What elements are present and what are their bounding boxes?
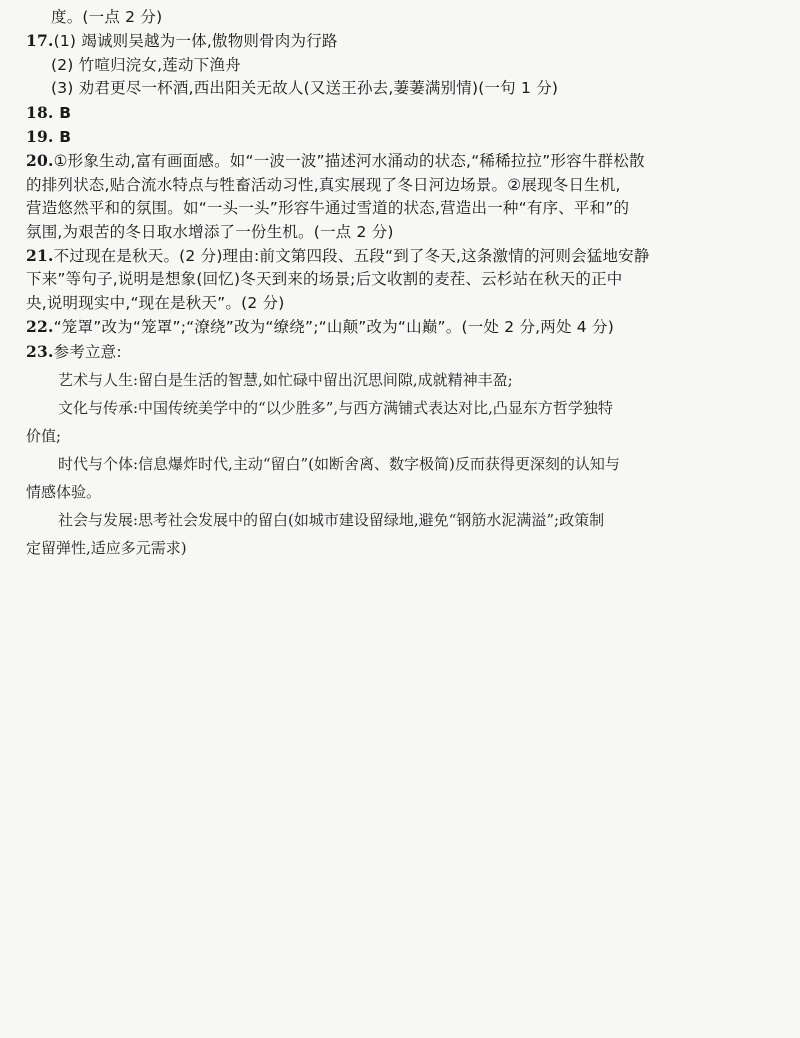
answer-20-line-2: 的排列状态,贴合流水特点与牲畜活动习性,真实展现了冬日河边场景。②展现冬日生机,	[26, 175, 621, 194]
answer-17-part-3: (3) 劝君更尽一杯酒,西出阳关无故人(又送王孙去,萋萋满别情)(一句 1 分)	[51, 79, 559, 98]
answer-20-line-1: 20.①形象生动,富有画面感。如“一波一波”描述河水涌动的状态,“稀稀拉拉”形容牛群松散	[26, 149, 770, 173]
question-number-18: 18.	[26, 102, 54, 122]
theme-era-line-2: 情感体验。	[26, 483, 102, 502]
answer-17-line-2	[26, 54, 770, 77]
question-number-17: 17.	[26, 31, 54, 51]
question-number-19: 19.	[26, 127, 54, 147]
answer-17-part-1: (1) 竭诚则吴越为一体,傲物则骨肉为行路	[53, 32, 338, 51]
answer-18-text: B	[59, 103, 72, 122]
question-number-23: 23.	[26, 341, 54, 361]
answer-19	[26, 125, 770, 149]
answer-20-line-3: 营造悠然平和的氛围。如“一头一头”形容牛通过雪道的状态,营造出一种“有序、平和”的	[26, 199, 630, 218]
answer-20-line-4: 氛围,为艰苦的冬日取水增添了一份生机。(一点 2 分)	[26, 222, 394, 241]
theme-era-line-1: 时代与个体:信息爆炸时代,主动“留白”(如断舍离、数字极简)反而获得更深刻的认知与	[58, 455, 620, 474]
answer-17-line-1	[26, 29, 770, 53]
theme-society-line-1: 社会与发展:思考社会发展中的留白(如城市建设留绿地,避免“钢筋水泥满溢”;政策制	[58, 511, 605, 530]
answer-23-heading: 23.参考立意:	[26, 340, 770, 364]
answer-21-line-3: 央,说明现实中,“现在是秋天”。(2 分)	[26, 293, 285, 312]
question-number-21: 21.	[26, 246, 54, 266]
answer-21-line-1: 21.不过现在是秋天。(2 分)理由:前文第四段、五段“到了冬天,这条激情的河则会猛地安静	[26, 244, 770, 268]
answer-21-line-2: 下来”等句子,说明是想象(回忆)冬天到来的场景;后文收割的麦茬、云杉站在秋天的正中	[26, 270, 623, 289]
question-number-20: 20.	[26, 151, 54, 171]
theme-society-line-2: 定留弹性,适应多元需求)	[26, 539, 187, 558]
theme-art-and-life: 艺术与人生:留白是生活的智慧,如忙碌中留出沉思间隙,成就精神丰盈;	[58, 371, 513, 390]
theme-culture-line-1: 文化与传承:中国传统美学中的“以少胜多”,与西方满铺式表达对比,凸显东方哲学独特	[58, 399, 613, 418]
answer-17-part-2: (2) 竹喧归浣女,莲动下渔舟	[51, 55, 241, 74]
answer-19-text: B	[59, 128, 72, 147]
theme-culture-line-2: 价值;	[26, 427, 62, 446]
answer-17-line-3	[26, 77, 770, 100]
question-number-22: 22.	[26, 317, 54, 337]
answer-18	[26, 101, 770, 125]
answer-line-continuation: 度。(一点 2 分)	[51, 8, 163, 26]
answer-22: 22.“笼罩”改为“笼罩”;“潦绕”改为“缭绕”;“山颠”改为“山巅”。(一处 2 分,两处 4 分)	[26, 315, 770, 339]
